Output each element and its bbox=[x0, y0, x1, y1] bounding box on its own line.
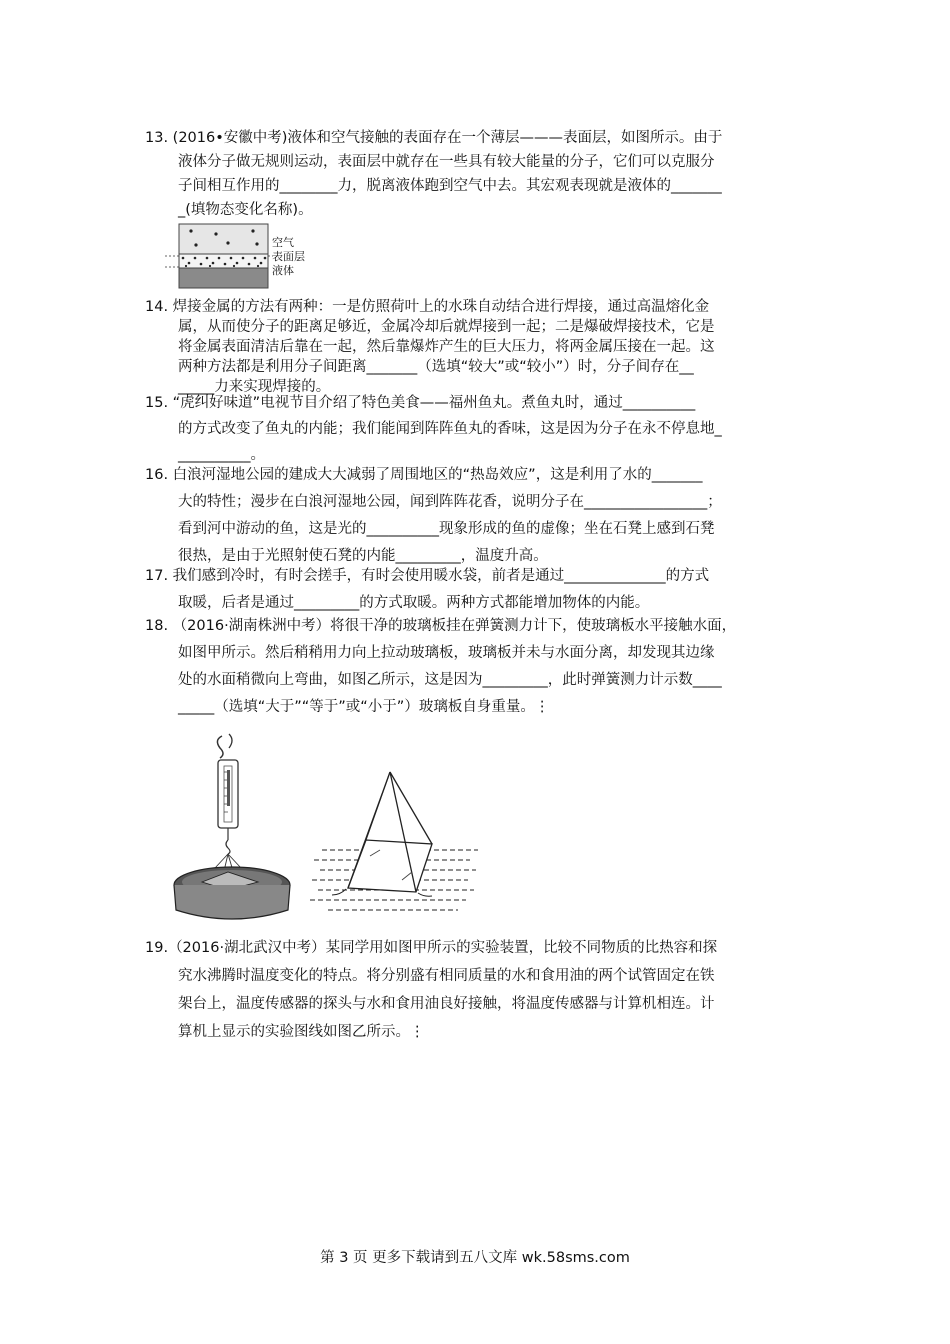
question-number: 14. bbox=[145, 299, 169, 315]
question-number: 17. bbox=[145, 568, 169, 584]
question-number: 13. bbox=[145, 130, 169, 146]
label-surface-layer: 表面层 bbox=[272, 250, 305, 263]
page-footer: 第 3 页 更多下载请到五八文库 wk.58sms.com bbox=[320, 1250, 630, 1266]
question-text-line: (2016•安徽中考)液体和空气接触的表面存在一个薄层———表面层，如图所示。由于 bbox=[172, 130, 723, 146]
spring-scale-figure bbox=[172, 732, 302, 924]
question-text-line: 看到河中游动的鱼，这是光的__________现象形成的鱼的虚像；坐在石凳上感到石凳 bbox=[178, 521, 715, 537]
question-15 bbox=[145, 390, 809, 468]
question-text-line: 白浪河湿地公园的建成大大减弱了周围地区的“热岛效应”，这是利用了水的_______ bbox=[172, 467, 703, 483]
label-liquid: 液体 bbox=[272, 264, 294, 277]
question-text-line: 子间相互作用的________力，脱离液体跑到空气中去。其宏观表现就是液体的_______ bbox=[178, 178, 722, 194]
question-number: 18. bbox=[145, 618, 169, 634]
question-number: 15. bbox=[145, 395, 169, 411]
question-text-line: 我们感到冷时，有时会搓手，有时会使用暖水袋，前者是通过______________的方式 bbox=[172, 568, 710, 584]
question-17 bbox=[145, 563, 809, 617]
question-text-line: 的方式改变了鱼丸的内能；我们能闻到阵阵鱼丸的香味，这是因为分子在永不停息地_ bbox=[178, 421, 722, 437]
question-text-line: 架台上，温度传感器的探头与水和食用油良好接触，将温度传感器与计算机相连。计 bbox=[178, 996, 715, 1012]
question-14 bbox=[145, 297, 809, 397]
question-text-line: 大的特性；漫步在白浪河湿地公园，闻到阵阵花香，说明分子在_________________； bbox=[178, 494, 722, 510]
question-text-line: _____（选填“大于”“等于”或“小于”）玻璃板自身重量。⋮ bbox=[178, 699, 550, 715]
question-text-line: 算机上显示的实验图线如图乙所示。⋮ bbox=[178, 1024, 425, 1040]
question-text-line: （2016·湖南株洲中考）将很干净的玻璃板挂在弹簧测力计下，使玻璃板水平接触水面， bbox=[172, 618, 737, 634]
glass-plate-figure bbox=[308, 768, 484, 914]
question-text-line: “虎纠好味道”电视节目介绍了特色美食——福州鱼丸。煮鱼丸时，通过__________ bbox=[172, 395, 696, 411]
label-air: 空气 bbox=[272, 236, 294, 249]
question-number: 19. bbox=[145, 940, 169, 956]
question-18 bbox=[145, 613, 809, 721]
question-16 bbox=[145, 462, 809, 570]
question-19 bbox=[145, 934, 809, 1046]
question-text-line: 很热，是由于光照射使石凳的内能_________，温度升高。 bbox=[178, 548, 548, 564]
question-text-line: 液体分子做无规则运动，表面层中就存在一些具有较大能量的分子，它们可以克服分 bbox=[178, 154, 715, 170]
question-number: 16. bbox=[145, 467, 169, 483]
question-text-line: 两种方法都是利用分子间距离_______（选填“较大”或“较小”）时，分子间存在__ bbox=[178, 359, 694, 375]
question-text-line: _(填物态变化名称)。 bbox=[178, 202, 313, 218]
question-text-line: 焊接金属的方法有两种：一是仿照荷叶上的水珠自动结合进行焊接，通过高温熔化金 bbox=[172, 299, 710, 315]
question-text-line: 将金属表面清洁后靠在一起，然后靠爆炸产生的巨大压力，将两金属压接在一起。这 bbox=[178, 339, 715, 355]
question-text-line: 属，从而使分子的距离足够近，金属冷却后就焊接到一起；二是爆破焊接技术，它是 bbox=[178, 319, 715, 335]
question-text-line: 处的水面稍微向上弯曲，如图乙所示，这是因为_________，此时弹簧测力计示数____ bbox=[178, 672, 722, 688]
question-text-line: __________。 bbox=[178, 447, 265, 463]
question-text-line: 究水沸腾时温度变化的特点。将分别盛有相同质量的水和食用油的两个试管固定在铁 bbox=[178, 968, 715, 984]
question-text-line: _____力来实现焊接的。 bbox=[178, 379, 331, 395]
question-13 bbox=[145, 126, 809, 222]
surface-layer-labels bbox=[272, 236, 305, 278]
question-text-line: 如图甲所示。然后稍稍用力向上拉动玻璃板，玻璃板并未与水面分离，却发现其边缘 bbox=[178, 645, 715, 661]
question-text-line: （2016·湖北武汉中考）某同学用如图甲所示的实验装置，比较不同物质的比热容和探 bbox=[168, 940, 718, 956]
question-text-line: 取暖，后者是通过_________的方式取暖。两种方式都能增加物体的内能。 bbox=[178, 595, 650, 611]
